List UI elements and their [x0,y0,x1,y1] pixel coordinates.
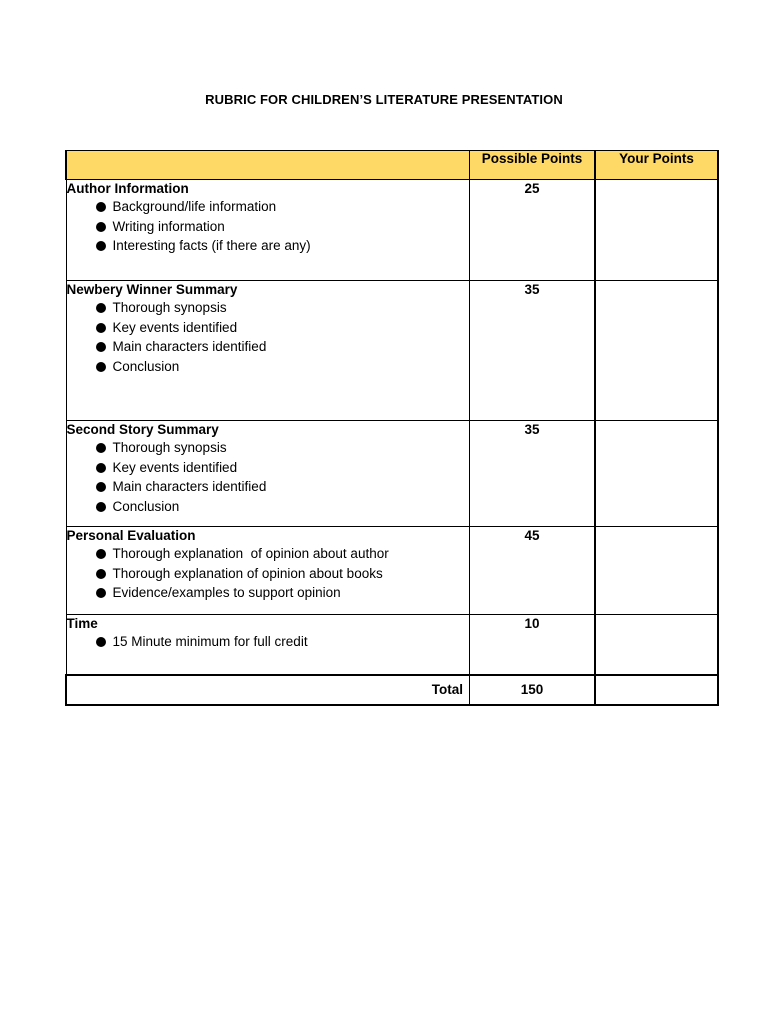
bullet-item: Main characters identified [91,477,470,497]
table-row [66,180,718,281]
your-points-cell[interactable] [595,615,718,675]
header-possible-points: Possible Points [470,151,596,180]
criterion-title: Time [66,616,98,631]
your-points-cell[interactable] [595,180,718,281]
criterion-title: Author Information [66,181,189,196]
possible-points-cell: 45 [470,527,596,615]
bullet-item: Evidence/examples to support opinion [91,583,470,603]
criterion-bullets [67,197,470,256]
header-your-points: Your Points [595,151,718,180]
total-row [66,675,718,705]
criterion-bullets [67,544,470,603]
criterion-title: Second Story Summary [66,422,219,437]
possible-points-cell: 25 [470,180,596,281]
criterion-cell [66,615,470,675]
document-title: RUBRIC FOR CHILDREN’S LITERATURE PRESENTATION [205,92,563,107]
bullet-item: Background/life information [91,197,470,217]
table-row [66,281,718,421]
criterion-cell [66,421,470,527]
rubric-table [65,150,719,706]
total-possible-points: 150 [470,675,596,705]
bullet-item: Conclusion [91,357,470,377]
bullet-item: Key events identified [91,458,470,478]
table-row [66,421,718,527]
your-points-cell[interactable] [595,527,718,615]
criterion-bullets [67,298,470,376]
bullet-item: Thorough explanation of opinion about books [91,564,470,584]
bullet-item: 15 Minute minimum for full credit [91,632,470,652]
bullet-item: Thorough synopsis [91,298,470,318]
possible-points-cell: 10 [470,615,596,675]
criterion-bullets [67,438,470,516]
table-row [66,615,718,675]
bullet-item: Interesting facts (if there are any) [91,236,470,256]
criterion-cell [66,527,470,615]
bullet-item: Main characters identified [91,337,470,357]
bullet-item: Key events identified [91,318,470,338]
bullet-item: Thorough explanation of opinion about author [91,544,470,564]
possible-points-cell: 35 [470,421,596,527]
bullet-item: Writing information [91,217,470,237]
total-label: Total [66,675,470,705]
criterion-title: Personal Evaluation [66,528,196,543]
bullet-item: Conclusion [91,497,470,517]
your-points-cell[interactable] [595,281,718,421]
criterion-bullets [67,632,470,652]
possible-points-cell: 35 [470,281,596,421]
bullet-item: Thorough synopsis [91,438,470,458]
criterion-cell [66,180,470,281]
criterion-title: Newbery Winner Summary [66,282,238,297]
header-row [66,151,718,180]
table-row [66,527,718,615]
header-criteria [66,151,470,180]
criterion-cell [66,281,470,421]
your-points-cell[interactable] [595,421,718,527]
total-your-points[interactable] [595,675,718,705]
